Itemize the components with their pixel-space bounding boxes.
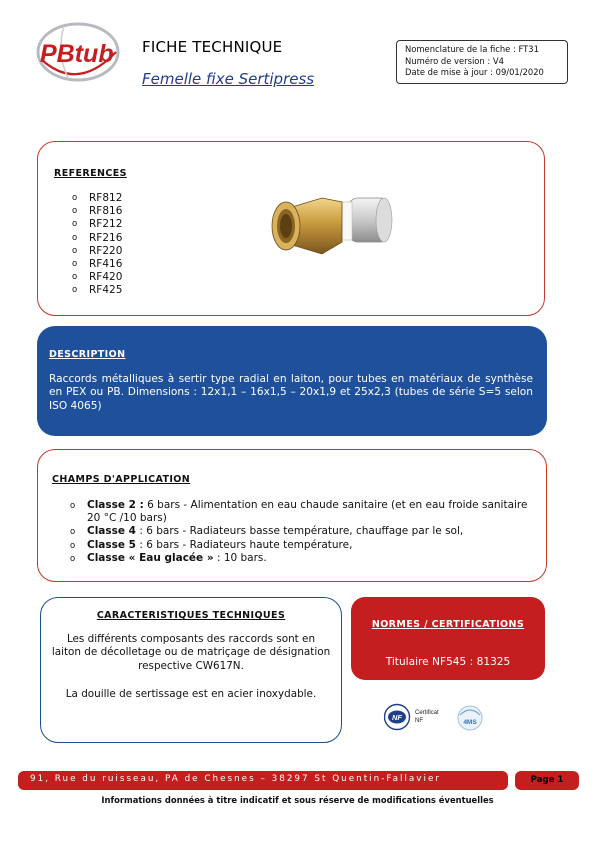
list-item [70,499,540,525]
document-meta-box [396,40,568,84]
list-item: o RF420 [72,271,122,284]
document-subtitle: Femelle fixe Sertipress [142,70,315,88]
references-section [37,141,545,316]
references-heading: REFERENCES [54,168,127,179]
list-item [70,552,540,565]
list-item: o RF220 [72,245,122,258]
references-list [72,192,122,298]
footer-address: 91, Rue du ruisseau, PA de Chesnes – 38297 St Quentin-Fallavier [18,771,508,790]
list-item: o RF216 [72,232,122,245]
application-fields-list [70,499,540,565]
list-item: o RF212 [72,218,122,231]
fitting-product-image [266,180,406,272]
logo-text: PBtub [40,40,114,68]
meta-date: Date de mise à jour : 09/01/2020 [405,67,544,77]
technical-characteristics-note: La douille de sertissage est en acier inoxydable. [65,688,317,700]
technical-characteristics-section [40,597,342,743]
description-heading: DESCRIPTION [49,349,126,360]
meta-nomenclature: Nomenclature de la fiche : FT31 [405,44,539,54]
document-title: FICHE TECHNIQUE [142,38,283,56]
nf-mark-icon: NF [392,713,402,722]
class-text: 6 bars - Alimentation en eau chaude sanitaire (et en eau froide sanitaire 20 °C /10 bars) [87,499,528,525]
page-number: Page 1 [515,771,579,790]
list-item [70,539,540,552]
list-item: o RF816 [72,205,122,218]
description-section [37,326,547,436]
class-text: : 6 bars - Radiateurs haute température, [135,538,353,551]
application-fields-heading: CHAMPS D'APPLICATION [52,474,191,485]
meta-version: Numéro de version : V4 [405,55,504,66]
list-item: o RF812 [72,192,122,205]
class-label: Classe « Eau glacée » [87,551,214,564]
4ms-logo-icon: 4MS [463,719,477,726]
class-label: Classe 2 : [87,499,144,511]
class-text: : 10 bars. [213,551,267,564]
footer-disclaimer: Informations données à titre indicatif et sous réserve de modifications éventuelles [101,795,494,805]
class-text: : 6 bars - Radiateurs basse température, chauffage par le sol, [135,525,464,538]
class-label: Classe 5 [87,538,136,551]
list-item: o RF416 [72,258,122,271]
technical-characteristics-heading: CARACTERISTIQUES TECHNIQUES [96,610,286,621]
standards-heading: NORMES / CERTIFICATIONS [371,619,525,630]
standards-text: Titulaire NF545 : 81325 [385,656,511,668]
application-fields-section [37,449,547,582]
nf-caption: NF [415,718,423,724]
certification-logos [384,703,494,733]
pbtub-logo [34,22,124,82]
standards-section [351,597,545,680]
technical-characteristics-text: Les différents composants des raccords sont en laiton de décolletage ou de matriçage de désignation respective CW617N. [51,633,331,672]
class-label: Classe 4 [87,525,136,538]
description-text: Raccords métalliques à sertir type radial en laiton, pour tubes en matériaux de synthèse en PEX ou PB. Dimensions : 12x1,1 – 16x1,5 – 20x1,9 et 25x2,3 (tubes de série S=5 selon ISO 4065) [49,373,533,412]
list-item [70,525,540,538]
list-item: o RF425 [72,284,122,297]
nf-caption: Certificat [415,710,439,716]
